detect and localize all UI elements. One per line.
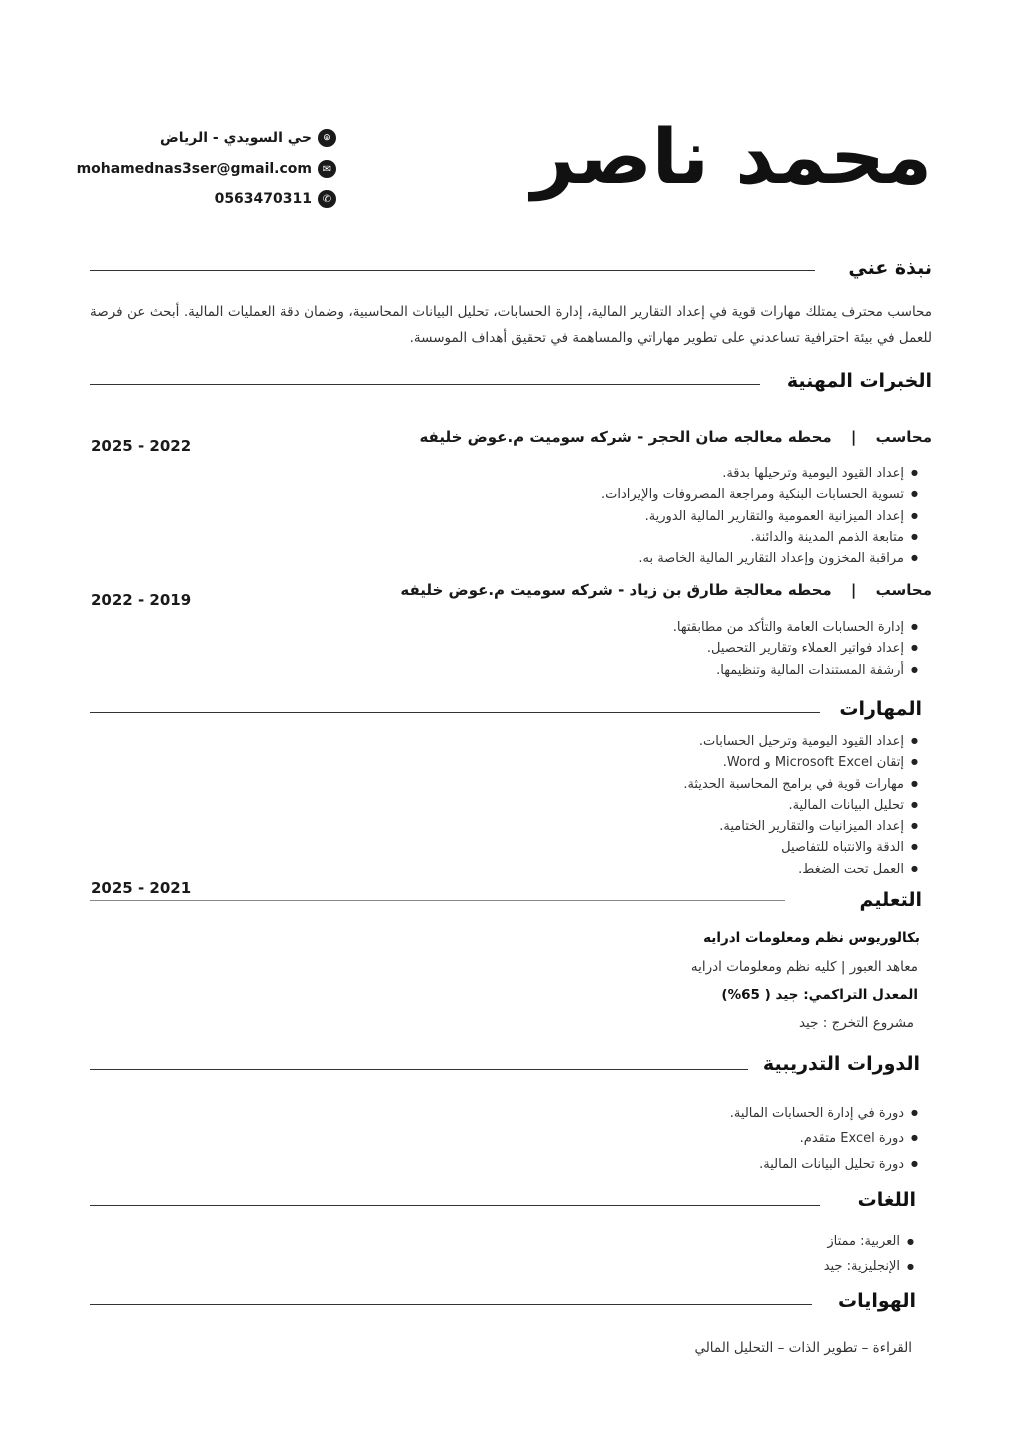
section-title-experience: الخبرات المهنية	[786, 370, 932, 392]
email-row	[60, 160, 336, 178]
list-item: ● إعداد القيود اليومية وترحيل الحسابات.	[683, 731, 918, 752]
section-title-skills: المهارات	[839, 698, 922, 720]
job-place: محطه معالجة طارق بن زياد - شركه سوميت م.عوض خليفه	[400, 581, 832, 599]
list-item: ● متابعة الذمم المدينة والدائنة.	[601, 527, 918, 548]
separator: |	[850, 428, 857, 446]
list-item: ● إعداد القيود اليومية وترحيلها بدقة.	[601, 463, 918, 484]
list-item: ● الإنجليزية: جيد	[824, 1254, 914, 1279]
list-item: ● مهارات قوية في برامج المحاسبة الحديثة.	[683, 774, 918, 795]
list-item: ● الدقة والانتباه للتفاصيل	[683, 837, 918, 858]
section-title-courses: الدورات التدريبية	[762, 1053, 920, 1075]
phone-icon: ✆	[318, 190, 336, 208]
phone-text[interactable]: 0563470311	[214, 191, 312, 207]
job-title	[419, 428, 932, 446]
job-bullets	[601, 463, 918, 569]
divider	[90, 384, 760, 385]
list-item: ● أرشفة المستندات المالية وتنظيمها.	[673, 660, 918, 681]
list-item: ● إدارة الحسابات العامة والتأكد من مطابقتها.	[673, 617, 918, 638]
divider	[90, 1205, 820, 1206]
list-item: ● إتقان Microsoft Excel و Word.	[683, 752, 918, 773]
courses-list	[730, 1101, 918, 1177]
address-row	[60, 129, 336, 147]
degree: بكالوريوس نظم ومعلومات ادرايه	[703, 930, 920, 946]
email-link[interactable]: mohamednas3ser@gmail.com	[76, 161, 312, 177]
list-item: ● إعداد الميزانية العمومية والتقارير المالية الدورية.	[601, 506, 918, 527]
job-date: 2025 - 2022	[91, 437, 192, 455]
divider	[90, 900, 785, 901]
location-pin-icon: ⌾	[318, 129, 336, 147]
envelope-icon: ✉	[318, 160, 336, 178]
list-item: ● دورة تحليل البيانات المالية.	[730, 1152, 918, 1177]
job-place: محطه معالجه صان الحجر - شركه سوميت م.عوض خليفه	[419, 428, 832, 446]
divider	[90, 270, 815, 271]
hobbies-text: القراءة – تطوير الذات – التحليل المالي	[694, 1340, 912, 1356]
languages-list	[824, 1229, 914, 1279]
candidate-name: محمد ناصر	[531, 112, 932, 201]
list-item: ● العمل تحت الضغط.	[683, 859, 918, 880]
section-title-education: التعليم	[859, 889, 922, 911]
phone-row	[60, 190, 336, 208]
list-item: ● مراقبة المخزون وإعداد التقارير المالية الخاصة به.	[601, 548, 918, 569]
separator: |	[850, 581, 857, 599]
graduation-project: مشروع التخرج : جيد	[798, 1015, 914, 1031]
skills-list	[683, 731, 918, 880]
section-title-languages: اللغات	[857, 1189, 916, 1211]
list-item: ● العربية: ممتاز	[824, 1229, 914, 1254]
list-item: ● تسوية الحسابات البنكية ومراجعة المصروفات والإيرادات.	[601, 484, 918, 505]
job-role: محاسب	[875, 428, 932, 446]
job-bullets	[673, 617, 918, 681]
job-role: محاسب	[875, 581, 932, 599]
divider	[90, 1069, 748, 1070]
section-title-hobbies: الهوايات	[838, 1290, 916, 1312]
divider	[90, 712, 820, 713]
address-text: حي السويدي - الرياض	[159, 130, 312, 146]
list-item: ● دورة في إدارة الحسابات المالية.	[730, 1101, 918, 1126]
list-item: ● دورة Excel متقدم.	[730, 1126, 918, 1151]
divider	[90, 1304, 812, 1305]
job-date: 2022 - 2019	[91, 591, 192, 609]
list-item: ● إعداد الميزانيات والتقارير الختامية.	[683, 816, 918, 837]
section-title-about: نبذة عني	[848, 257, 932, 279]
job-title	[400, 581, 932, 599]
list-item: ● تحليل البيانات المالية.	[683, 795, 918, 816]
list-item: ● إعداد فواتير العملاء وتقارير التحصيل.	[673, 638, 918, 659]
about-text: محاسب محترف يمتلك مهارات قوية في إعداد التقارير المالية، إدارة الحسابات، تحليل البيانات المحاسبية، وضمان دقة العمليات المالية. أبحث عن فرصة للعمل في بيئة احترافية تساعدني على تطوير مهاراتي والمساهمة في تحقيق أهداف الموسسة.	[90, 304, 932, 346]
gpa: المعدل التراكمي: جيد ( 65%)	[721, 987, 918, 1003]
institute: معاهد العبور | كليه نظم ومعلومات ادرايه	[690, 959, 918, 975]
education-date: 2025 - 2021	[91, 879, 192, 897]
